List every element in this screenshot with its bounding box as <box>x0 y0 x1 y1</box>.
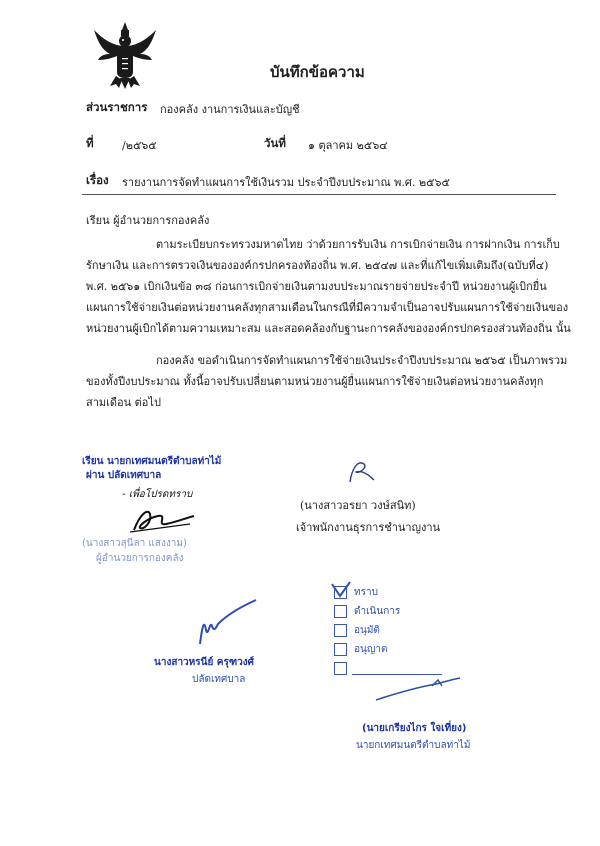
header-divider <box>82 194 556 195</box>
handwritten-note: - เพื่อโปรดทราบ <box>122 489 193 500</box>
director-signature-icon <box>126 504 198 534</box>
checkbox-other[interactable] <box>334 662 347 675</box>
memo-title: บันทึกข้อความ <box>270 63 365 81</box>
date-label: วันที่ <box>264 136 286 150</box>
signer-signature-icon <box>344 458 380 486</box>
checkbox-permit[interactable] <box>334 643 347 656</box>
agency-label: ส่วนราชการ <box>86 100 148 114</box>
checkbox-approve[interactable] <box>334 624 347 637</box>
mayor-position: นายกเทศมนตรีตำบลท่าไม้ <box>356 740 471 751</box>
check-mark-icon <box>330 580 352 600</box>
para1-line: แผนการใช้จ่ายเงินต่อหน่วยงานคลังทุกสามเดือนในกรณีที่มีความจำเป็นอาจปรับแผนการใช้จ่ายเงินของ <box>86 301 569 314</box>
para2-line: กองคลัง ขอดำเนินการจัดทำแผนการใช้จ่ายเงินประจำปีงบประมาณ ๒๕๖๕ เป็นภาพรวม <box>156 354 568 367</box>
paragraph-1 <box>86 234 571 339</box>
para2-line: ของทั้งปีงบประมาณ ทั้งนี้อาจปรับเปลี่ยนตามหน่วยงานผู้ยื่นแผนการใช้จ่ายเงินต่อหน่วยงานคลังทุก <box>86 375 544 388</box>
ref-value: /๒๕๖๕ <box>122 139 157 152</box>
subject-value: รายงานการจัดทำแผนการใช้เงินรวม ประจำปีงบประมาณ พ.ศ. ๒๕๖๕ <box>122 176 450 189</box>
salutation: เรียน ผู้อำนวยการกองคลัง <box>86 214 210 227</box>
paragraph-2 <box>86 350 567 413</box>
stamp-left-line2: ผ่าน ปลัดเทศบาล <box>86 470 162 481</box>
para1-line: รักษาเงิน และการตรวจเงินขององค์กรปกครองท้องถิ่น พ.ศ. ๒๕๔๗ และที่แก้ไขเพิ่มเติมถึง(ฉบับที่๔) <box>86 259 549 272</box>
deputy-signature-icon <box>196 598 260 648</box>
checkbox-proceed[interactable] <box>334 605 347 618</box>
para1-line: ตามระเบียบกระทรวงมหาดไทย ว่าด้วยการรับเงิน การเบิกจ่ายเงิน การฝากเงิน การเก็บ <box>156 238 560 251</box>
garuda-emblem-icon <box>92 20 158 90</box>
checklist-label-permit: อนุญาต <box>354 644 388 655</box>
signer-name: (นางสาวอรยา วงษ์สนิท) <box>300 499 416 512</box>
subject-label: เรื่อง <box>86 173 109 187</box>
para1-line: พ.ศ. ๒๕๖๑ เบิกเงินข้อ ๓๘ ก่อนการเบิกจ่ายเงินตามงบประมาณรายจ่ายประจำปี หน่วยงานผู้เบิกยื่น <box>86 280 547 293</box>
checklist-label-approve: อนุมัติ <box>354 625 380 636</box>
deputy-position: ปลัดเทศบาล <box>192 674 246 685</box>
para2-line: สามเดือน ต่อไป <box>86 396 161 409</box>
agency-value: กองคลัง งานการเงินและบัญชี <box>160 103 300 116</box>
mayor-signature-icon <box>374 672 464 702</box>
deputy-name: นางสาวหรนีย์ ครุฑวงศ์ <box>154 657 255 668</box>
director-position: ผู้อำนวยการกองคลัง <box>96 553 184 564</box>
date-value: ๑ ตุลาคม ๒๕๖๔ <box>308 139 388 152</box>
para1-line: หน่วยงานผู้เบิกได้ตามความเหมาะสม และสอดคล้องกับฐานะการคลังขององค์กรปกครองส่วนท้องถิ่น นั้น <box>86 322 571 335</box>
director-name: (นางสาวสุนีลา แสงงาม) <box>82 538 187 549</box>
mayor-name: (นายเกรียงไกร ใจเที่ยง) <box>362 723 467 734</box>
checklist-label-proceed: ดำเนินการ <box>354 606 401 617</box>
ref-label: ที่ <box>86 136 94 150</box>
checklist-label-acknowledge: ทราบ <box>354 587 378 598</box>
signer-position: เจ้าพนักงานธุรการชำนาญงาน <box>296 521 441 534</box>
stamp-left-line1: เรียน นายกเทศมนตรีตำบลท่าไม้ <box>82 456 222 467</box>
